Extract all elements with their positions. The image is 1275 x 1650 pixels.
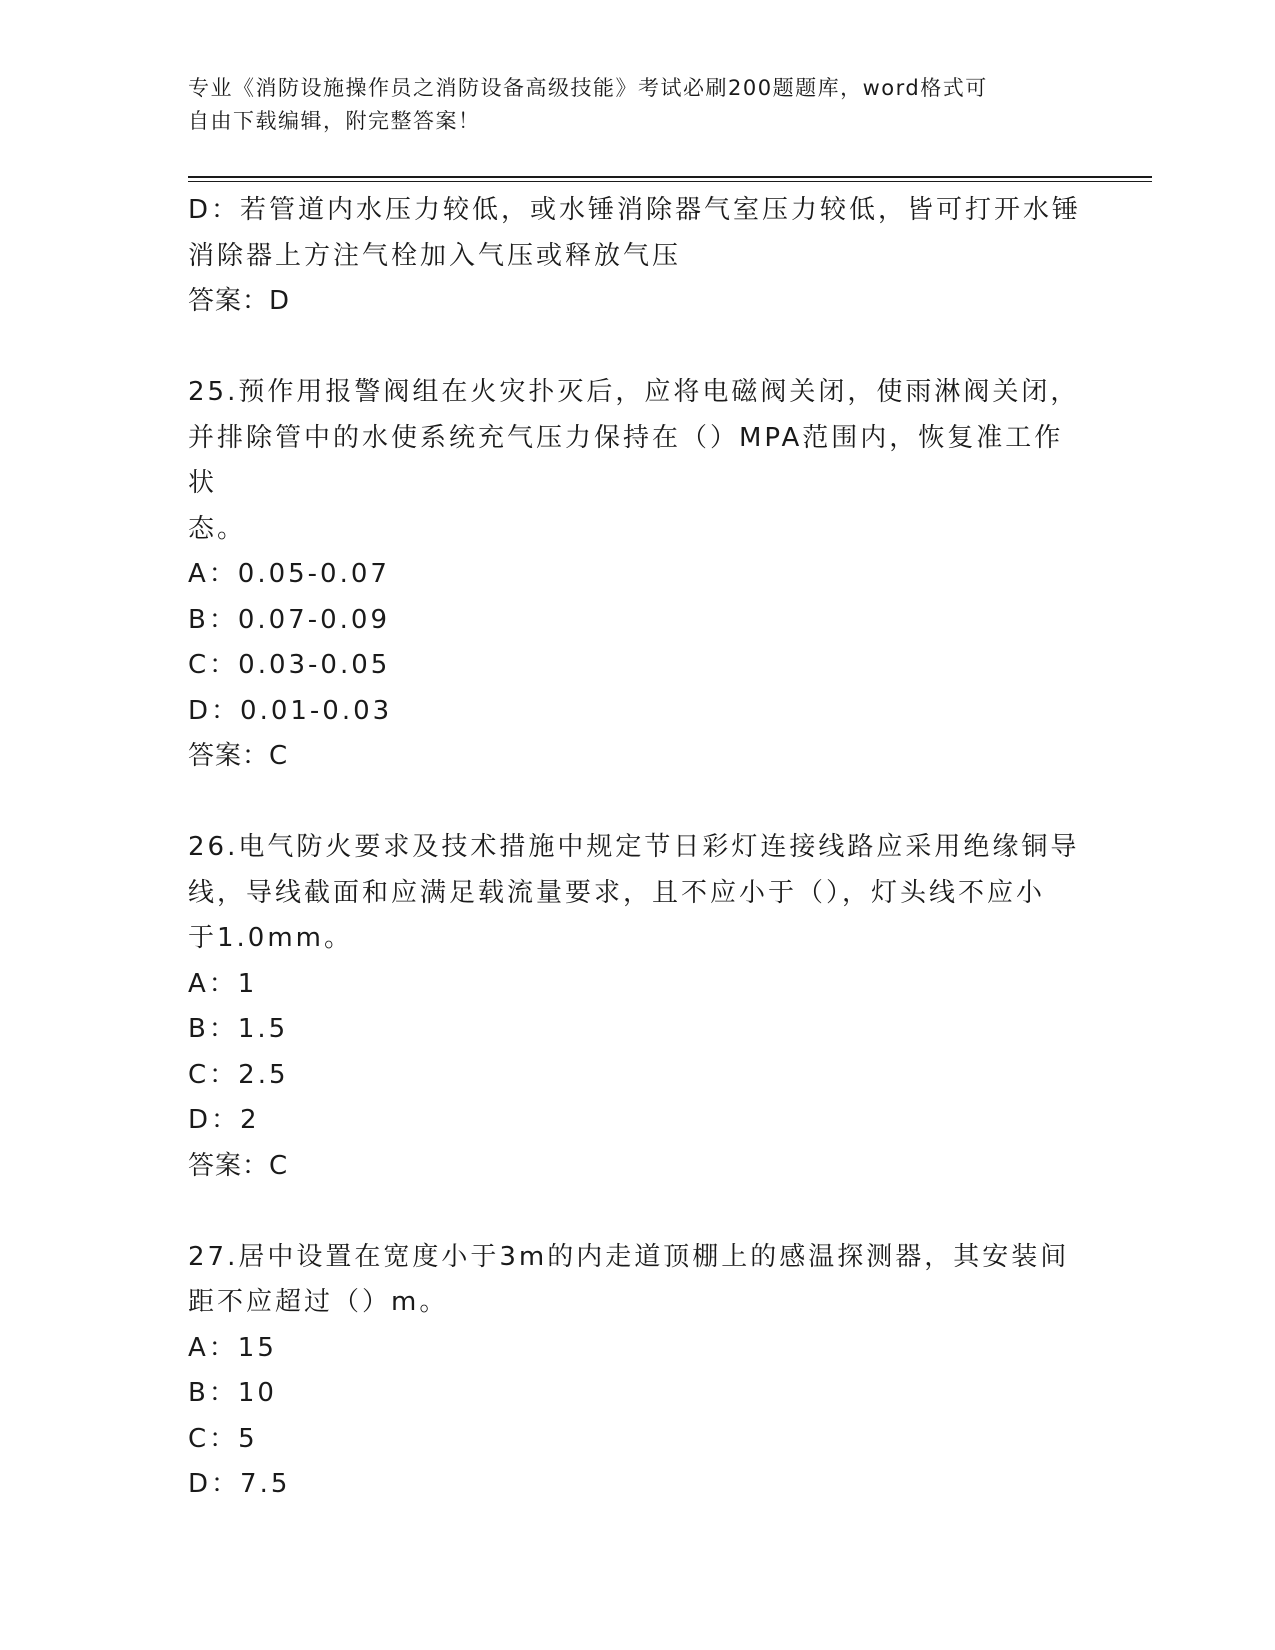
header-line-1: 专业《消防设施操作员之消防设备高级技能》考试必刷200题题库，word格式可 [188, 76, 988, 100]
document-header [188, 72, 1068, 138]
previous-question-tail [188, 188, 1088, 325]
option-d: D：0.01-0.03 [188, 695, 393, 726]
question-25 [188, 370, 1088, 780]
option-b: B：0.07-0.09 [188, 604, 391, 635]
option-d: D：7.5 [188, 1469, 291, 1499]
answer-line: 答案：D [188, 286, 291, 316]
answer-line: 答案：C [188, 1150, 289, 1181]
spacer [188, 325, 1088, 371]
question-stem-line: 态。 [188, 513, 247, 544]
question-stem-line: 26.电气防火要求及技术措施中规定节日彩灯连接线路应采用绝缘铜导 [188, 832, 1080, 862]
option-d-continued: 消除器上方注气栓加入气压或释放气压 [188, 240, 682, 271]
question-stem-line: 25.预作用报警阀组在火灾扑灭后，应将电磁阀关闭，使雨淋阀关闭， [188, 377, 1080, 407]
option-c: C：5 [188, 1423, 258, 1454]
option-b: B：1.5 [188, 1014, 289, 1044]
question-stem-line: 线，导线截面和应满足载流量要求，且不应小于（），灯头线不应小 [188, 877, 1046, 908]
question-27 [188, 1235, 1088, 1508]
spacer [188, 1189, 1088, 1235]
option-a: A：15 [188, 1332, 277, 1363]
header-divider-thick [188, 176, 1152, 178]
option-a: A：1 [188, 968, 258, 999]
option-c: C：2.5 [188, 1059, 289, 1090]
answer-line: 答案：C [188, 741, 289, 771]
header-divider-thin [188, 181, 1152, 182]
header-line-2: 自由下载编辑，附完整答案！ [188, 109, 481, 133]
option-c: C：0.03-0.05 [188, 650, 391, 680]
option-b: B：10 [188, 1378, 277, 1408]
question-stem-line: 27.居中设置在宽度小于3m的内走道顶棚上的感温探测器，其安装间 [188, 1241, 1070, 1272]
option-d: D：若管道内水压力较低，或水锤消除器气室压力较低，皆可打开水锤 [188, 195, 1082, 225]
option-a: A：0.05-0.07 [188, 559, 390, 589]
question-stem-line: 距不应超过（）m。 [188, 1287, 449, 1317]
spacer [188, 780, 1088, 826]
question-26 [188, 825, 1088, 1189]
question-stem-line: 于1.0mm。 [188, 923, 354, 953]
option-d: D：2 [188, 1105, 260, 1135]
question-stem-line: 并排除管中的水使系统充气压力保持在（）MPA范围内，恢复准工作状 [188, 422, 1064, 498]
question-content [188, 188, 1088, 1508]
